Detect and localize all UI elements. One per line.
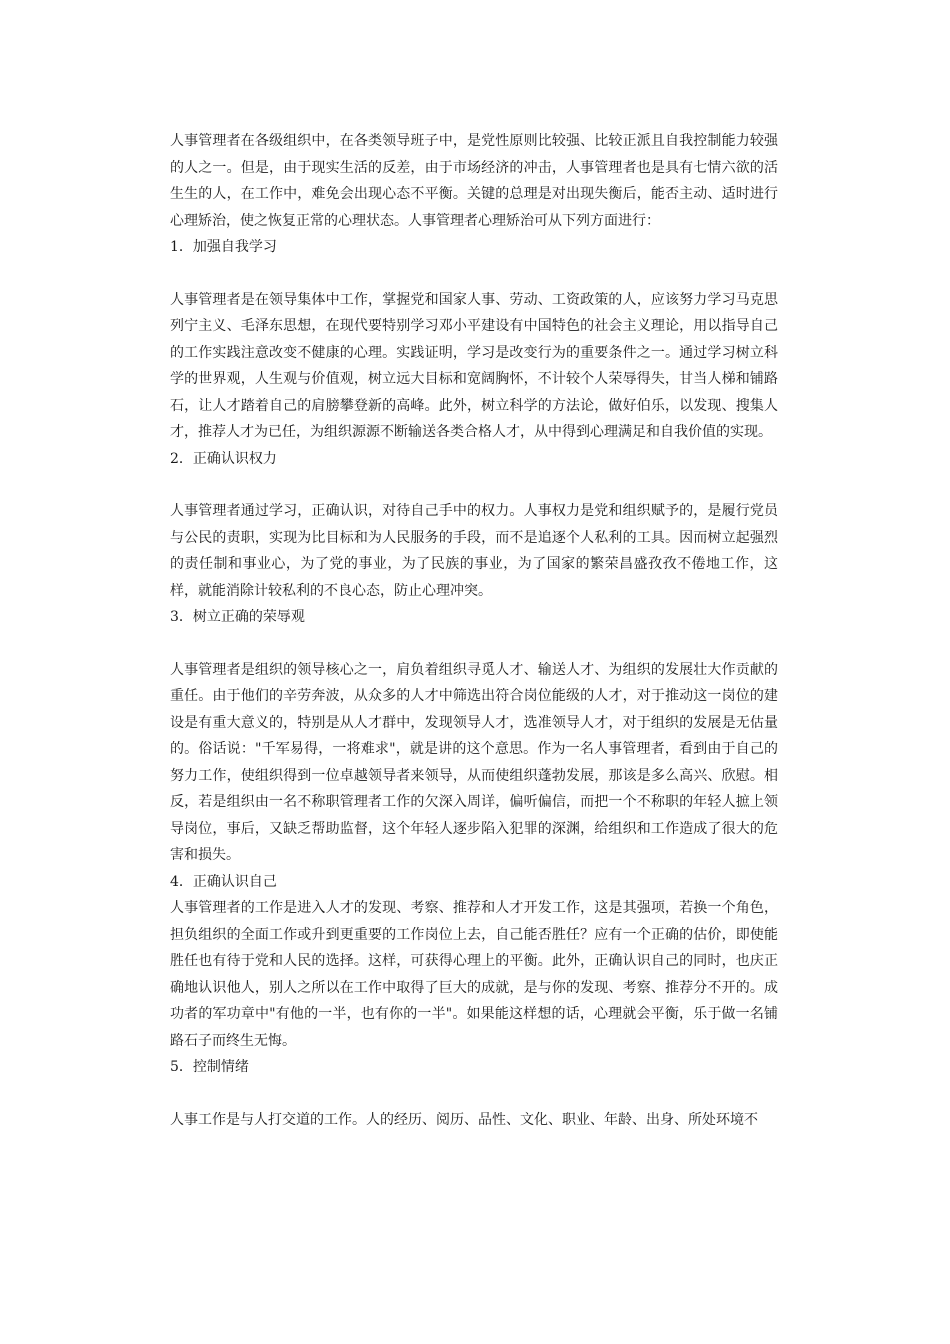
section-5-paragraph: 人事工作是与人打交道的工作。人的经历、阅历、品性、文化、职业、年龄、出身、所处环境不 [170,1111,758,1128]
section-2-paragraph: 人事管理者通过学习，正确认识，对待自己手中的权力。人事权力是党和组织赋予的，是履行党员与公民的责职，实现为比目标和为人民服务的手段，而不是追逐个人私利的工具。因而树立起强烈的责任制和事业心，为了党的事业，为了民族的事业，为了国家的繁荣昌盛孜孜不倦地工作，这样，就能消除计较私利的不良心态，防止心理冲突。 [170,503,778,599]
section-3-heading: 3．树立正确的荣辱观 [170,609,305,625]
section-2-heading: 2．正确认识权力 [170,450,277,467]
section-4-paragraph: 人事管理者的工作是进入人才的发现、考察、推荐和人才开发工作，这是其强项，若换一个角色，担负组织的全面工作或升到更重要的工作岗位上去，自己能否胜任？应有一个正确的估价，即使能胜任也有待于党和人民的选择。这样，可获得心理上的平衡。此外，正确认识自己的同时，也庆正确地认识他人，别人之所以在工作中取得了巨大的成就，是与你的发现、考察、推荐分不开的。成功者的军功章中"有他的一半，也有你的一半"。如果能这样想的话，心理就会平衡，乐于做一名铺路石子而终生无悔。 [170,900,778,1049]
document-body [170,128,778,1133]
section-4-heading: 4．正确认识自己 [170,873,277,890]
section-1-paragraph: 人事管理者是在领导集体中工作，掌握党和国家人事、劳动、工资政策的人，应该努力学习马克思列宁主义、毛泽东思想，在现代要特别学习邓小平建设有中国特色的社会主义理论，用以指导自己的工作实践注意改变不健康的心理。实践证明，学习是改变行为的重要条件之一。通过学习树立科学的世界观，人生观与价值观，树立远大目标和宽阔胸怀，不计较个人荣辱得失，甘当人梯和铺路石，让人才踏着自己的肩膀攀登新的高峰。此外，树立科学的方法论，做好伯乐，以发现、搜集人才，推荐人才为已任，为组织源源不断输送各类合格人才，从中得到心理满足和自我价值的实现。 [170,291,778,440]
intro-paragraph: 人事管理者在各级组织中，在各类领导班子中，是党性原则比较强、比较正派且自我控制能力较强的人之一。但是，由于现实生活的反差，由于市场经济的冲击，人事管理者也是具有七情六欲的活生生的人，在工作中，难免会出现心态不平衡。关键的总理是对出现失衡后，能否主动、适时进行心理矫治，使之恢复正常的心理状态。人事管理者心理矫治可从下列方面进行： [170,133,778,229]
section-3-paragraph: 人事管理者是组织的领导核心之一，肩负着组织寻觅人才、输送人才、为组织的发展壮大作贡献的重任。由于他们的辛劳奔波，从众多的人才中筛选出符合岗位能级的人才，对于推动这一岗位的建设是有重大意义的，特别是从人才群中，发现领导人才，选准领导人才，对于组织的发展是无估量的。俗话说："千军易得，一将难求"，就是讲的这个意思。作为一名人事管理者，看到由于自己的努力工作，使组织得到一位卓越领导者来领导，从而使组织蓬勃发展，那该是多么高兴、欣慰。相反，若是组织由一名不称职管理者工作的欠深入周详，偏听偏信，而把一个不称职的年轻人摭上领导岗位，事后，又缺乏帮助监督，这个年轻人逐步陷入犯罪的深渊，给组织和工作造成了很大的危害和损失。 [170,661,778,863]
section-1-heading: 1．加强自我学习 [170,239,277,255]
section-5-heading: 5．控制情绪 [170,1059,249,1075]
